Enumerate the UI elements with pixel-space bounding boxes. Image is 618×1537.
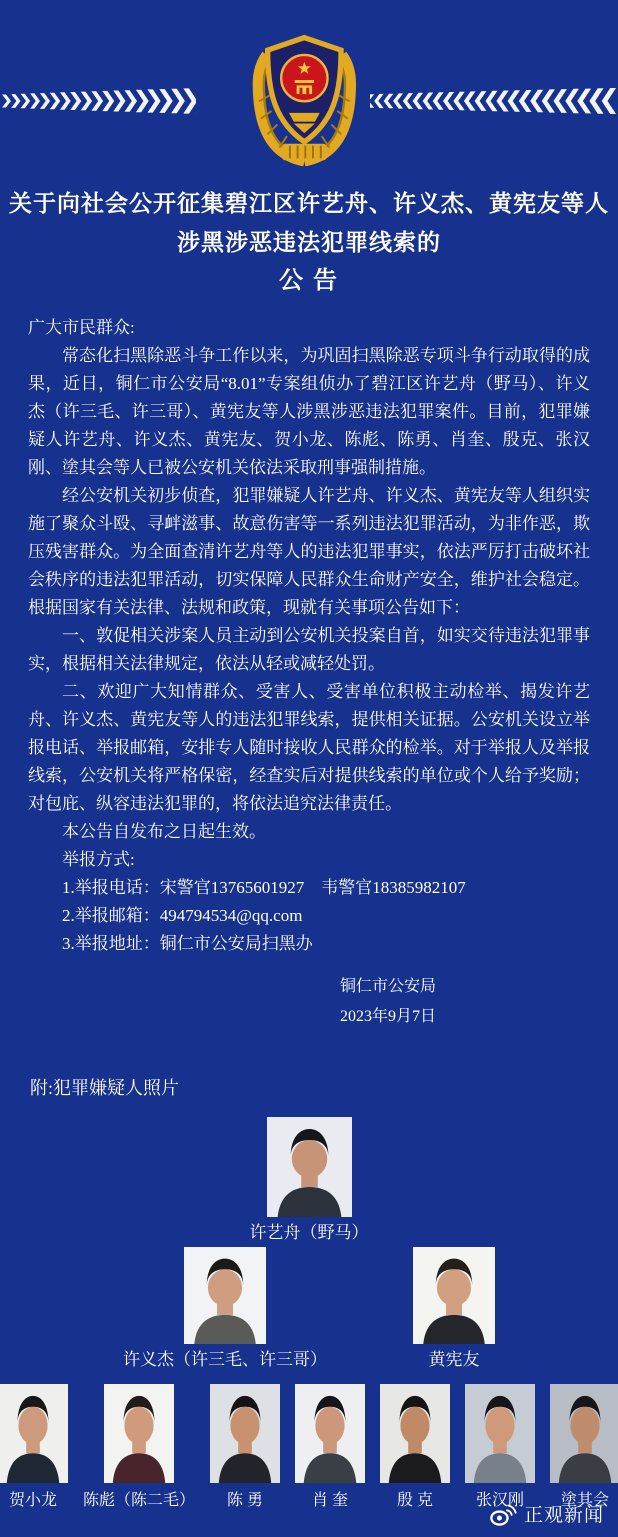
- suspect-photo-placeholder: [210, 1384, 280, 1483]
- report-methods-heading: 举报方式:: [62, 850, 135, 869]
- paragraph-1: 常态化扫黑除恶斗争工作以来，为巩固扫黑除恶专项斗争行动取得的成果，近日，铜仁市公安局“8.01”专案组侦办了碧江区许艺舟（野马）、许义杰（许三毛、许三哥）、黄宪友等人涉黑涉恶违法犯罪案件。目前，犯罪嫌疑人许艺舟、许义杰、黄宪友、贺小龙、陈彪、陈勇、肖奎、殷克、张汉刚、塗其会等人已被公安机关依法采取刑事强制措施。: [28, 346, 590, 477]
- suspect-name: 贺小龙: [8, 1492, 57, 1509]
- signature-date: 2023年9月7日: [339, 1008, 436, 1025]
- notice-title: [0, 184, 618, 301]
- chevron-band-right-icon: [370, 84, 618, 118]
- suspect-name: 黄宪友: [428, 1350, 480, 1369]
- suspect-card: [465, 1384, 535, 1512]
- suspect-photo-placeholder: [295, 1384, 365, 1483]
- suspect-photo-placeholder: [413, 1247, 495, 1344]
- paragraph-2: 经公安机关初步侦查，犯罪嫌疑人许艺舟、许义杰、黄宪友等人组织实施了聚众斗殴、寻衅滋事、故意伤害等一系列违法犯罪活动，为非作恶，欺压残害群众。为全面查清许艺舟等人的违法犯罪事实，依法严厉打击破坏社会秩序的违法犯罪活动，切实保障人民群众生命财产安全，维护社会稳定。根据国家有关法律、法规和政策，现就有关事项公告如下：: [28, 486, 590, 617]
- suspect-card: [250, 1117, 369, 1244]
- signature-block: [268, 972, 508, 1032]
- attachment-label: 附:犯罪嫌疑人照片: [30, 1078, 180, 1098]
- suspect-card: [0, 1384, 68, 1512]
- suspect-name: 张汉刚: [476, 1492, 525, 1509]
- paragraph-4: 二、欢迎广大知情群众、受害人、受害单位积极主动检举、揭发许艺舟、许义杰、黄宪友等人的违法犯罪线索，提供相关证据。公安机关设立举报电话、举报邮箱，安排专人随时接收人民群众的检举。对于举报人及举报线索，公安机关将严格保密，经查实后对提供线索的单位或个人给予奖励；对包庇、纵容违法犯罪的，将依法追究法律责任。: [28, 682, 590, 813]
- suspect-card: [123, 1247, 327, 1371]
- header: [0, 0, 618, 172]
- report-email-line: 2.举报邮箱：494794534@qq.com: [62, 906, 303, 925]
- suspect-card: [380, 1384, 450, 1512]
- suspect-photo-placeholder: [380, 1384, 450, 1483]
- suspect-row-2: [0, 1247, 618, 1371]
- effective-line: 本公告自发布之日起生效。: [62, 822, 266, 841]
- notice-body: [0, 314, 618, 958]
- suspect-photo-placeholder: [104, 1384, 174, 1483]
- suspect-photo-placeholder: [267, 1117, 352, 1217]
- suspect-row-3: [0, 1384, 618, 1512]
- report-phone-line: 1.举报电话：宋警官13765601927 韦警官18385982107: [62, 878, 466, 897]
- weibo-icon: [490, 1502, 517, 1526]
- suspect-photo-placeholder: [550, 1384, 618, 1483]
- suspect-photo-placeholder: [184, 1247, 266, 1344]
- title-line-3: 公 告: [279, 268, 339, 294]
- suspect-card: [413, 1247, 495, 1371]
- suspect-name: 塗其会: [561, 1492, 610, 1509]
- police-badge-icon: [246, 26, 362, 171]
- title-line-2: 涉黑涉恶违法犯罪线索的: [177, 230, 441, 255]
- title-line-1: 关于向社会公开征集碧江区许艺舟、许义杰、黄宪友等人: [9, 191, 609, 216]
- salutation: 广大市民群众:: [28, 318, 135, 337]
- chevron-band-left-icon: [0, 84, 196, 118]
- suspect-photo-placeholder: [0, 1384, 68, 1483]
- suspect-name: 许义杰（许三毛、许三哥）: [123, 1350, 327, 1369]
- suspect-card: [83, 1384, 195, 1512]
- suspect-name: 许艺舟（野马）: [249, 1223, 369, 1242]
- suspect-row-1: [0, 1117, 618, 1244]
- suspect-name: 肖 奎: [312, 1492, 349, 1509]
- suspect-name: 殷 克: [397, 1492, 434, 1509]
- suspect-card: [210, 1384, 280, 1512]
- suspect-card: [295, 1384, 365, 1512]
- suspect-name: 陈 勇: [227, 1492, 264, 1509]
- suspect-card: [550, 1384, 618, 1512]
- report-address-line: 3.举报地址：铜仁市公安局扫黑办: [62, 934, 313, 953]
- signature-organization: 铜仁市公安局: [339, 978, 436, 995]
- suspect-name: 陈彪（陈二毛）: [83, 1492, 196, 1509]
- watermark-label: 正观新闻: [523, 1505, 604, 1526]
- news-watermark: [490, 1500, 604, 1527]
- paragraph-3: 一、敦促相关涉案人员主动到公安机关投案自首，如实交待违法犯罪事实，根据相关法律规定，依法从轻或减轻处罚。: [28, 626, 590, 673]
- suspect-photo-placeholder: [465, 1384, 535, 1483]
